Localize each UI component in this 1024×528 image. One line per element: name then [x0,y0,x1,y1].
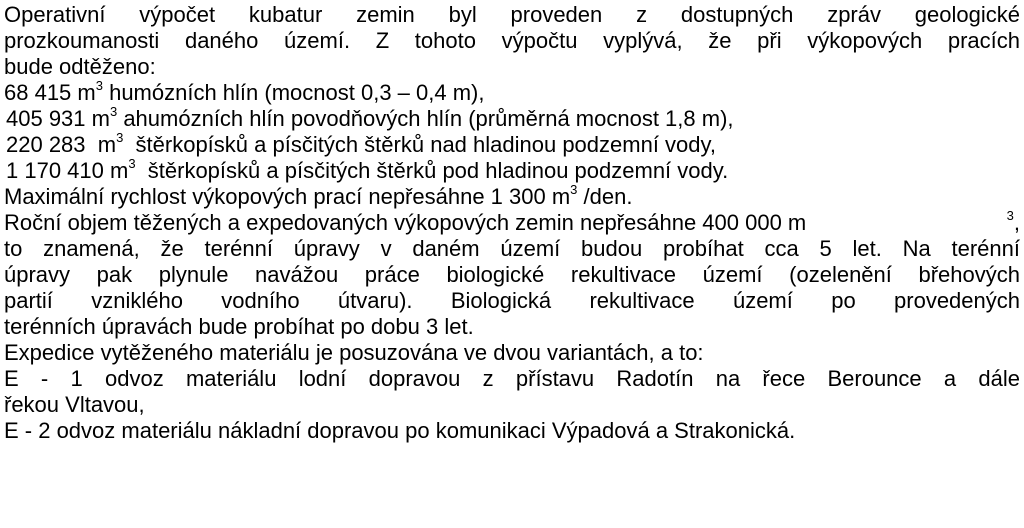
text-segment: Roční objem těžených a expedovaných výkopových zemin nepřesáhne 400 000 m [4,210,807,235]
text-line-4 [4,80,1020,106]
text-segment: , [1013,210,1020,235]
text-line-3: bude odtěženo: [4,54,156,79]
text-line-11: úpravy pak plynule navážou práce biologické rekultivace území (ozelenění břehových [4,262,1020,287]
text-line-1: Operativní výpočet kubatur zemin byl proveden z dostupných zpráv geologické [4,2,1020,27]
text-line-15: E - 1 odvoz materiálu lodní dopravou z přístavu Radotín na řece Berounce a dále [4,366,1020,391]
quantity-description: ahumózních hlín povodňových hlín (průměrná mocnost 1,8 m), [117,106,734,131]
quantity-description: štěrkopísků a písčitých štěrků nad hladinou podzemní vody, [123,132,717,157]
text-line-13: terénních úpravách bude probíhat po dobu 3 let. [4,314,474,339]
text-line-9 [4,210,1020,236]
text-line-14: Expedice vytěženého materiálu je posuzována ve dvou variantách, a to: [4,340,704,365]
text-segment: Maximální rychlost výkopových prací nepřesáhne 1 300 m [4,184,571,209]
text-line-8 [4,184,1020,210]
text-line-17: E - 2 odvoz materiálu nákladní dopravou po komunikaci Výpadová a Strakonická. [4,418,796,443]
superscript: 3 [1006,210,1014,223]
superscript: 3 [570,184,578,197]
quantity-value: 220 283 m [6,132,117,157]
quantity-description: štěrkopísků a písčitých štěrků pod hladinou podzemní vody. [135,158,729,183]
document-body [4,2,1020,444]
quantity-value: 1 170 410 m [6,158,129,183]
text-line-16: řekou Vltavou, [4,392,145,417]
text-line-10: to znamená, že terénní úpravy v daném území budou probíhat cca 5 let. Na terénní [4,236,1020,261]
quantity-value: 68 415 m [4,80,96,105]
quantity-description: humózních hlín (mocnost 0,3 – 0,4 m), [102,80,485,105]
text-line-2: prozkoumanosti daného území. Z tohoto výpočtu vyplývá, že při výkopových pracích [4,28,1020,53]
text-line-12: partií vzniklého vodního útvaru). Biologická rekultivace území po provedených [4,288,1020,313]
quantity-value: 405 931 m [6,106,110,131]
text-line-7 [4,158,1020,184]
text-line-6 [4,132,1020,158]
text-line-5 [4,106,1020,132]
superscript: 3 [109,106,118,119]
superscript: 3 [128,158,136,171]
text-segment: /den. [577,184,633,209]
superscript: 3 [116,132,124,145]
superscript: 3 [95,80,103,93]
